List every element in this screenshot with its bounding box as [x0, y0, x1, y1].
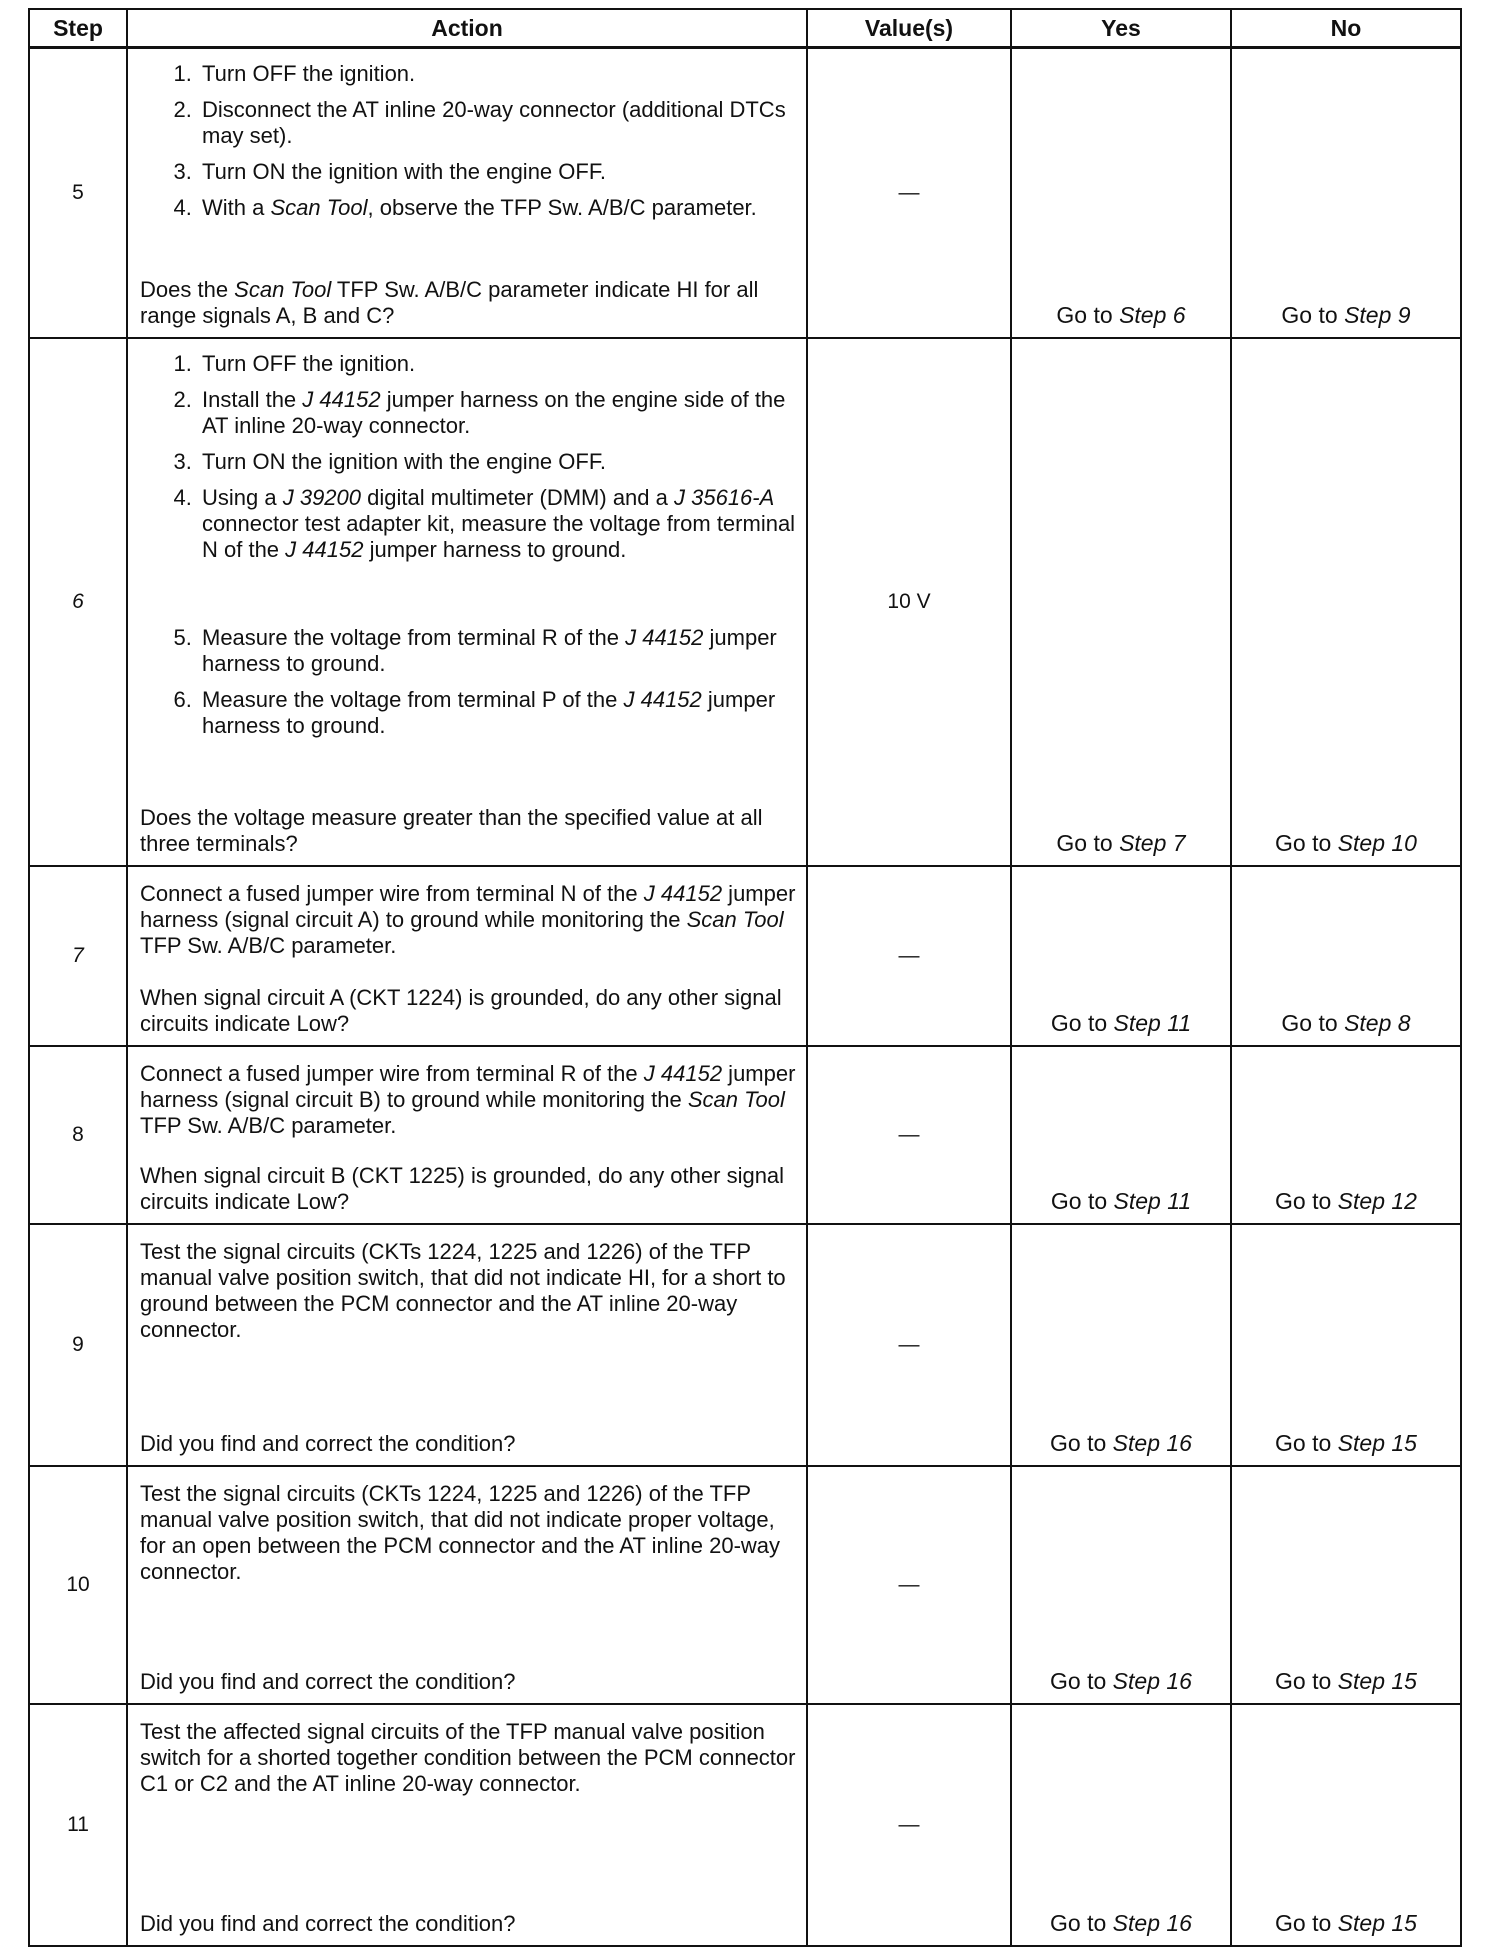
- goto-step-link: Step 9: [1344, 302, 1411, 328]
- goto-step-link: Step 11: [1113, 1010, 1192, 1036]
- question-text: Did you find and correct the condition?: [140, 1669, 516, 1694]
- header-no: No: [1231, 9, 1461, 48]
- goto-prefix: Go to: [1050, 1910, 1107, 1936]
- step-number: 9: [29, 1224, 127, 1466]
- action-cell: [127, 48, 807, 339]
- goto-step-link: Step 16: [1112, 1668, 1192, 1694]
- step-number: 6: [29, 338, 127, 866]
- table-row: [29, 1704, 1461, 1946]
- instruction-item: 3. Turn ON the ignition with the engine OFF.: [198, 449, 796, 475]
- goto-prefix: Go to: [1275, 830, 1332, 856]
- step-number: 8: [29, 1046, 127, 1224]
- goto-prefix: Go to: [1056, 830, 1113, 856]
- goto-step-link: Step 7: [1119, 830, 1186, 856]
- instruction-text: Connect a fused jumper wire from terminal N of the J 44152 jumper harness (signal circuit A) to ground while monitoring the Scan Tool TFP Sw. A/B/C parameter.: [140, 881, 796, 958]
- diagnostic-table: [28, 8, 1462, 1947]
- goto-prefix: Go to: [1281, 1010, 1338, 1036]
- goto-step-link: Step 16: [1112, 1910, 1192, 1936]
- goto-step-link: Step 10: [1337, 830, 1417, 856]
- value-cell: —: [807, 1704, 1011, 1946]
- header-action: Action: [127, 9, 807, 48]
- table-row: [29, 1224, 1461, 1466]
- no-cell: [1231, 1046, 1461, 1224]
- no-cell: [1231, 1704, 1461, 1946]
- goto-step-link: Step 15: [1337, 1910, 1417, 1936]
- instruction-text: Test the affected signal circuits of the TFP manual valve position switch for a shorted together condition between the PCM connector C1 or C2 and the AT inline 20-way connector.: [140, 1719, 796, 1796]
- no-cell: [1231, 338, 1461, 866]
- header-row: [29, 9, 1461, 48]
- yes-cell: [1011, 866, 1231, 1046]
- instruction-item: 2. Install the J 44152 jumper harness on the engine side of the AT inline 20-way connector.: [198, 387, 796, 439]
- goto-prefix: Go to: [1050, 1188, 1108, 1214]
- action-cell: [127, 1224, 807, 1466]
- action-cell: [127, 338, 807, 866]
- value-cell: —: [807, 48, 1011, 339]
- instruction-item: 2. Disconnect the AT inline 20-way connector (additional DTCs may set).: [198, 97, 796, 149]
- table-body: [29, 48, 1461, 1947]
- value-cell: 10 V: [807, 338, 1011, 866]
- yes-cell: [1011, 1046, 1231, 1224]
- goto-prefix: Go to: [1275, 1430, 1332, 1456]
- instruction-item: 3. Turn ON the ignition with the engine OFF.: [198, 159, 796, 185]
- question-text: Does the voltage measure greater than the specified value at all three terminals?: [140, 805, 763, 856]
- action-cell: [127, 866, 807, 1046]
- action-cell: [127, 1046, 807, 1224]
- header-values: Value(s): [807, 9, 1011, 48]
- instruction-item: 6. Measure the voltage from terminal P of the J 44152 jumper harness to ground.: [198, 687, 796, 739]
- yes-cell: [1011, 48, 1231, 339]
- value-cell: —: [807, 1224, 1011, 1466]
- goto-prefix: Go to: [1050, 1010, 1108, 1036]
- yes-cell: [1011, 338, 1231, 866]
- goto-prefix: Go to: [1050, 1668, 1107, 1694]
- yes-cell: [1011, 1224, 1231, 1466]
- yes-cell: [1011, 1466, 1231, 1704]
- goto-step-link: Step 15: [1337, 1668, 1417, 1694]
- instruction-text: Test the signal circuits (CKTs 1224, 1225 and 1226) of the TFP manual valve position switch, that did not indicate proper voltage, for an open between the PCM connector and the AT inline 20-way connector.: [140, 1481, 781, 1584]
- goto-step-link: Step 11: [1113, 1188, 1192, 1214]
- step-number: 10: [29, 1466, 127, 1704]
- action-cell: [127, 1466, 807, 1704]
- goto-prefix: Go to: [1275, 1668, 1332, 1694]
- goto-step-link: Step 12: [1337, 1188, 1417, 1214]
- no-cell: [1231, 48, 1461, 339]
- table-row: [29, 1046, 1461, 1224]
- yes-cell: [1011, 1704, 1231, 1946]
- instruction-text: Test the signal circuits (CKTs 1224, 1225 and 1226) of the TFP manual valve position switch, that did not indicate HI, for a short to ground between the PCM connector and the AT inline 20-way connector.: [140, 1239, 786, 1342]
- goto-step-link: Step 15: [1337, 1430, 1417, 1456]
- table-row: [29, 338, 1461, 866]
- goto-step-link: Step 6: [1119, 302, 1186, 328]
- step-number: 7: [29, 866, 127, 1046]
- no-cell: [1231, 1224, 1461, 1466]
- instruction-item: 4. Using a J 39200 digital multimeter (DMM) and a J 35616-A connector test adapter kit, measure the voltage from terminal N of the J 44152 jumper harness to ground.: [198, 485, 796, 563]
- table-row: [29, 866, 1461, 1046]
- goto-prefix: Go to: [1056, 302, 1113, 328]
- action-cell: [127, 1704, 807, 1946]
- question-text: When signal circuit B (CKT 1225) is grounded, do any other signal circuits indicate Low?: [140, 1163, 785, 1214]
- goto-prefix: Go to: [1281, 302, 1338, 328]
- goto-prefix: Go to: [1275, 1188, 1332, 1214]
- value-cell: —: [807, 1046, 1011, 1224]
- instruction-list: [140, 61, 796, 231]
- goto-step-link: Step 8: [1344, 1010, 1411, 1036]
- instruction-text: Connect a fused jumper wire from terminal R of the J 44152 jumper harness (signal circuit B) to ground while monitoring the Scan Tool TFP Sw. A/B/C parameter.: [140, 1061, 796, 1138]
- goto-prefix: Go to: [1275, 1910, 1332, 1936]
- goto-prefix: Go to: [1050, 1430, 1107, 1456]
- goto-step-link: Step 16: [1112, 1430, 1192, 1456]
- table-row: [29, 1466, 1461, 1704]
- table-row: [29, 48, 1461, 339]
- instruction-list: [140, 351, 796, 749]
- no-cell: [1231, 866, 1461, 1046]
- question-text: Does the Scan Tool TFP Sw. A/B/C parameter indicate HI for all range signals A, B and C?: [140, 277, 759, 328]
- question-text: Did you find and correct the condition?: [140, 1431, 516, 1456]
- no-cell: [1231, 1466, 1461, 1704]
- instruction-item: 1. Turn OFF the ignition.: [198, 61, 796, 87]
- step-number: 5: [29, 48, 127, 339]
- value-cell: —: [807, 1466, 1011, 1704]
- instruction-item: 5. Measure the voltage from terminal R of the J 44152 jumper harness to ground.: [198, 625, 796, 677]
- header-step: Step: [29, 9, 127, 48]
- question-text: Did you find and correct the condition?: [140, 1911, 516, 1936]
- value-cell: —: [807, 866, 1011, 1046]
- question-text: When signal circuit A (CKT 1224) is grounded, do any other signal circuits indicate Low?: [140, 985, 782, 1036]
- step-number: 11: [29, 1704, 127, 1946]
- header-yes: Yes: [1011, 9, 1231, 48]
- instruction-item: 4. With a Scan Tool, observe the TFP Sw. A/B/C parameter.: [198, 195, 796, 221]
- instruction-item: 1. Turn OFF the ignition.: [198, 351, 796, 377]
